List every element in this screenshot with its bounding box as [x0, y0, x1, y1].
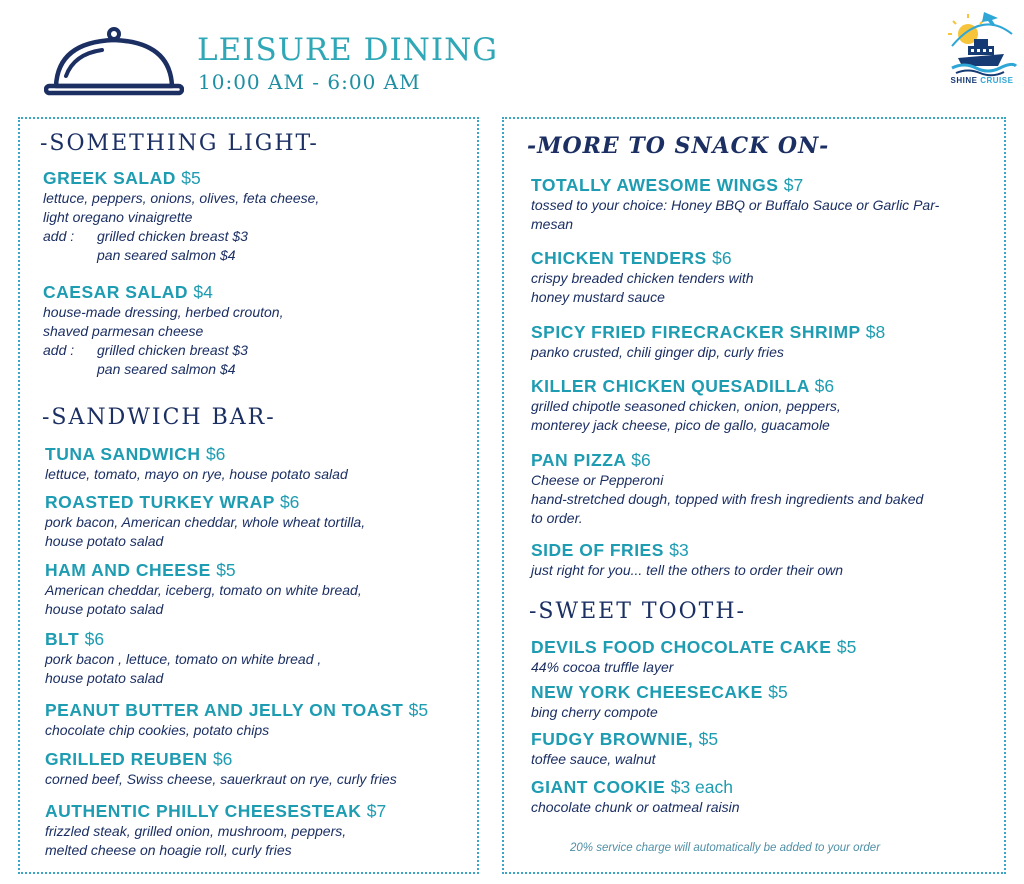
menu-item: TOTALLY AWESOME WINGS $7 tossed to your choice: Honey BBQ or Buffalo Sauce or Garlic Par- mesan [531, 175, 940, 232]
menu-item: KILLER CHICKEN QUESADILLA $6 grilled chipotle seasoned chicken, onion, peppers, monterey jack cheese, pico de gallo, guacamole [531, 376, 841, 433]
menu-item: BLT $6 pork bacon , lettuce, tomato on white bread , house potato salad [45, 629, 322, 686]
menu-item: DEVILS FOOD CHOCOLATE CAKE $5 44% cocoa truffle layer [531, 637, 857, 675]
menu-item: FUDGY BROWNIE, $5 toffee sauce, walnut [531, 729, 719, 767]
menu-item: ROASTED TURKEY WRAP $6 pork bacon, American cheddar, whole wheat tortilla, house potato salad [45, 492, 366, 549]
menu-item: HAM AND CHEESE $5 American cheddar, iceberg, tomato on white bread, house potato salad [45, 560, 362, 617]
page-title: LEISURE DINING [197, 32, 499, 68]
section-heading-more-to-snack-on: -MORE TO SNACK ON- [527, 133, 830, 159]
section-heading-sandwich-bar: -SANDWICH BAR- [42, 405, 276, 430]
menu-item: NEW YORK CHEESECAKE $5 bing cherry compote [531, 682, 788, 720]
menu-item: SPICY FRIED FIRECRACKER SHRIMP $8 panko crusted, chili ginger dip, curly fries [531, 322, 886, 360]
menu-item: GRILLED REUBEN $6 corned beef, Swiss cheese, sauerkraut on rye, curly fries [45, 749, 397, 787]
menu-item: TUNA SANDWICH $6 lettuce, tomato, mayo on rye, house potato salad [45, 444, 348, 482]
hours-text: 10:00 AM - 6:00 AM [198, 70, 421, 94]
menu-item: PAN PIZZA $6 Cheese or Pepperoni hand-stretched dough, topped with fresh ingredients and baked to order. [531, 450, 924, 526]
section-heading-sweet-tooth: -SWEET TOOTH- [529, 599, 746, 624]
service-charge-note: 20% service charge will automatically be added to your order [570, 842, 881, 854]
section-heading-something-light: -SOMETHING LIGHT- [40, 131, 319, 156]
menu-item: CHICKEN TENDERS $6 crispy breaded chicken tenders with honey mustard sauce [531, 248, 754, 305]
menu-item: AUTHENTIC PHILLY CHEESESTEAK $7 frizzled steak, grilled onion, mushroom, peppers, melted cheese on hoagie roll, curly fries [45, 801, 387, 858]
menu-item: GIANT COOKIE $3 each chocolate chunk or oatmeal raisin [531, 777, 740, 815]
cloche-icon [44, 24, 184, 98]
menu-item: PEANUT BUTTER AND JELLY ON TOAST $5 chocolate chip cookies, potato chips [45, 700, 429, 738]
menu-item: CAESAR SALAD $4 house-made dressing, herbed crouton, shaved parmesan cheese add : grilled chicken breast $3 pan seared salmon $4 [43, 282, 284, 377]
menu-item: SIDE OF FRIES $3 just right for you... tell the others to order their own [531, 540, 844, 578]
menu-item: GREEK SALAD $5 lettuce, peppers, onions, olives, feta cheese, light oregano vinaigrette add : grilled chicken breast $3 pan seared salmon $4 [43, 168, 320, 263]
brand-logo-text: SHINE CRUISE [950, 76, 1014, 85]
